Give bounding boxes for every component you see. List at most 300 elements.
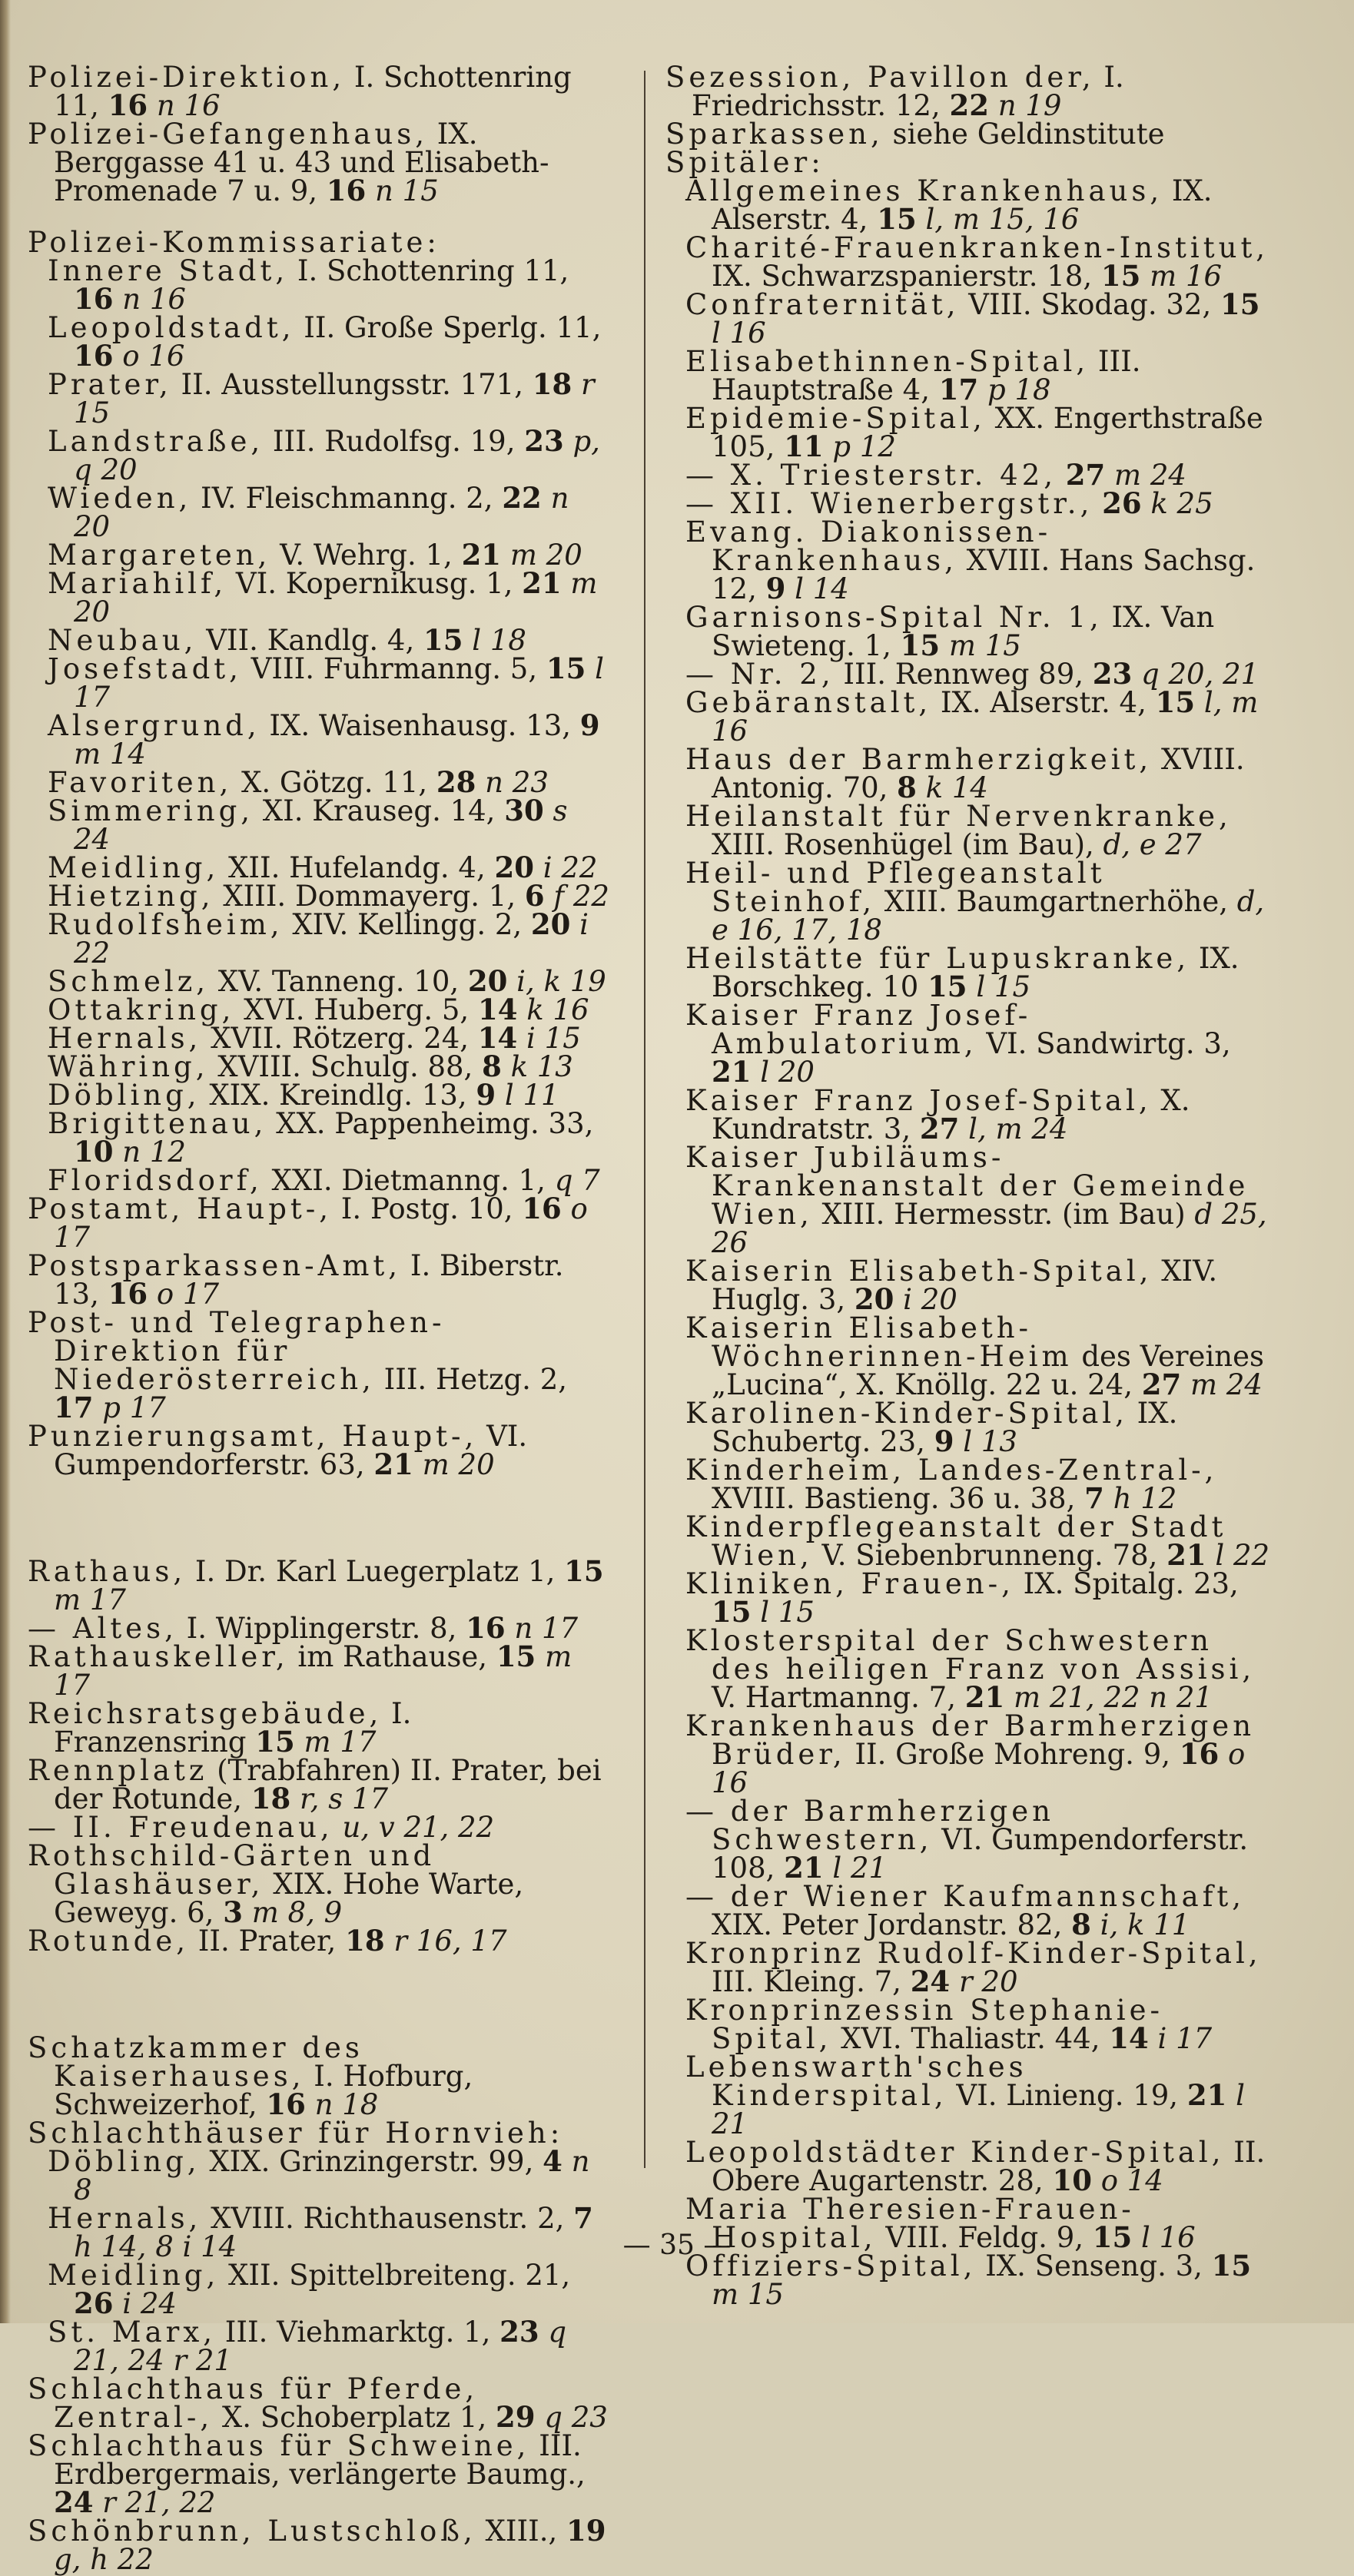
map-grid-reference: o 17 <box>54 1192 588 1254</box>
directory-entry <box>28 1924 612 1958</box>
entry-title: Kaiser Franz Josef-Ambulatorium, <box>685 999 1032 1060</box>
entry-address: IX. Schubertg. 23, <box>712 1397 1178 1458</box>
entry-title: Innere Stadt, <box>48 254 289 287</box>
map-sheet-number: 16 <box>326 174 367 207</box>
directory-entry <box>665 174 1273 236</box>
map-grid-reference: l, m 15, 16 <box>916 203 1080 236</box>
entry-title: Rothschild-Gärten und Glashäuser, <box>28 1839 436 1901</box>
directory-entry <box>665 745 1273 802</box>
map-sheet-number: 4 <box>543 2144 563 2178</box>
map-grid-reference: l 11 <box>496 1079 559 1112</box>
map-sheet-number: 15 <box>712 1595 752 1629</box>
map-sheet-number: 21 <box>712 1055 752 1089</box>
directory-entry <box>28 850 612 884</box>
directory-entry <box>28 1756 612 1813</box>
right-column <box>665 63 1273 2309</box>
map-sheet-number: 8 <box>897 771 917 804</box>
map-sheet-number: 16 <box>108 88 148 122</box>
entry-title: Heilstätte für Lupuskranke, <box>685 942 1190 975</box>
entry-title: Elisabethinnen-Spital, <box>685 345 1090 378</box>
map-sheet-number: 14 <box>477 993 518 1026</box>
entry-title: Hernals, <box>48 1022 202 1055</box>
directory-entry <box>665 657 1273 691</box>
directory-entry <box>28 708 612 771</box>
entry-address: III. Rudolfsg. 19, <box>264 425 525 458</box>
directory-entry <box>28 254 612 316</box>
directory-entry <box>28 879 612 913</box>
map-sheet-number: 15 <box>900 628 941 662</box>
map-grid-reference: n 17 <box>505 1612 579 1645</box>
map-grid-reference: m 20 <box>413 1448 495 1481</box>
map-grid-reference: n 23 <box>476 766 549 799</box>
map-sheet-number: 21 <box>373 1447 413 1481</box>
directory-entry <box>665 802 1273 859</box>
map-sheet-number: 23 <box>499 2315 539 2349</box>
directory-entry <box>28 63 612 120</box>
map-grid-reference: s 24 <box>74 794 568 856</box>
entry-title: Alsergrund, <box>48 709 261 742</box>
map-grid-reference: q 23 <box>535 2401 608 2434</box>
entry-title: Prater, <box>48 368 172 401</box>
directory-entry <box>28 2429 612 2519</box>
entry-address: IX. Berggasse 41 u. 43 und Elisabeth-Promenade 7 u. 9, <box>54 118 549 207</box>
directory-entry <box>665 685 1273 748</box>
entry-address: I. Friedrichsstr. 12, <box>692 61 1124 122</box>
map-grid-reference: r 21, 22 <box>93 2486 216 2519</box>
directory-entry <box>665 231 1273 293</box>
entry-address: IX. Van Swieteng. 1, <box>712 601 1215 662</box>
entry-title: Polizei-Direktion, <box>28 61 346 94</box>
entry-title: Kaiserin Elisabeth-Wöchnerinnen-Heim <box>685 1311 1073 1373</box>
entry-address: VI. Gumpendorferstr. 108, <box>712 1823 1249 1885</box>
map-sheet-number: 19 <box>566 2514 606 2548</box>
map-sheet-number: 16 <box>74 339 114 373</box>
map-sheet-number: 11 <box>784 429 824 463</box>
map-grid-reference: g, h 22 <box>54 2543 154 2576</box>
map-sheet-number: 23 <box>1092 657 1133 691</box>
entry-title: Schönbrunn, Lustschloß, <box>28 2515 476 2548</box>
directory-entry <box>665 347 1273 404</box>
map-grid-reference: q 7 <box>554 1164 600 1197</box>
entry-title: Punzierungsamt, Haupt-, <box>28 1420 478 1453</box>
directory-entry <box>28 228 612 257</box>
map-sheet-number: 15 <box>928 970 967 1003</box>
map-grid-reference: n 12 <box>113 1135 186 1169</box>
entry-title: Post- und Telegraphen-Direktion für Niederösterreich, <box>28 1306 446 1396</box>
map-sheet-number: 18 <box>345 1924 385 1958</box>
map-grid-reference: o 16 <box>113 340 185 373</box>
map-sheet-number: 16 <box>108 1277 148 1311</box>
entry-address: I. Hofburg, Schweizerhof, <box>54 2060 473 2121</box>
map-grid-reference: i, k 19 <box>507 965 606 998</box>
map-grid-reference: m 24 <box>1105 459 1186 492</box>
entry-address: IX. Schwarzspanierstr. 18, <box>712 260 1101 293</box>
entry-title: Rathaus, <box>28 1555 187 1588</box>
entry-title: — II. Freudenau, <box>28 1811 334 1844</box>
map-sheet-number: 15 <box>423 623 463 657</box>
directory-entry <box>665 603 1273 660</box>
map-sheet-number: 27 <box>1065 458 1106 492</box>
map-grid-reference: r, s 17 <box>290 1782 389 1815</box>
entry-title: Döbling, <box>48 2145 201 2178</box>
directory-entry <box>28 1697 612 1759</box>
map-grid-reference: l 18 <box>463 624 526 657</box>
entry-title: Sezession, Pavillon der, <box>665 61 1095 94</box>
directory-entry <box>28 651 612 714</box>
entry-address: III. Hetzg. 2, <box>374 1363 567 1396</box>
map-grid-reference: p 18 <box>978 373 1051 406</box>
entry-title: St. Marx, <box>48 2316 216 2349</box>
directory-entry <box>28 1049 612 1083</box>
map-sheet-number: 9 <box>934 1424 954 1458</box>
directory-entry <box>665 1510 1273 1572</box>
map-grid-reference: n 16 <box>113 283 186 316</box>
entry-address: II. Obere Augartenstr. 28, <box>712 2136 1266 2197</box>
entry-address: XIII. Rosenhügel (im Bau), <box>712 828 1103 861</box>
entry-address: XIII., <box>476 2515 567 2548</box>
map-sheet-number: 20 <box>494 850 534 884</box>
map-grid-reference: n 19 <box>988 89 1062 122</box>
directory-entry <box>28 1308 612 1422</box>
page-number: — 35 — <box>622 2230 732 2261</box>
map-grid-reference: i 17 <box>1148 2022 1213 2055</box>
directory-entry <box>28 2315 612 2377</box>
map-grid-reference: q 20, 21 <box>1132 658 1259 691</box>
map-grid-reference: m 20 <box>501 539 582 572</box>
directory-entry <box>665 1567 1273 1629</box>
map-sheet-number: 18 <box>251 1782 291 1815</box>
directory-entry <box>28 993 612 1026</box>
directory-entry <box>28 566 612 628</box>
directory-entry <box>665 118 1273 151</box>
map-grid-reference: o 16 <box>712 1738 1246 1799</box>
directory-entry <box>28 1192 612 1254</box>
entry-title: Schlachthaus für Schweine, <box>28 2429 530 2462</box>
left-column <box>28 63 612 2574</box>
directory-entry <box>665 63 1273 120</box>
entry-title: Margareten, <box>48 539 271 572</box>
entry-address: III. Viehmarktg. 1, <box>216 2316 500 2349</box>
map-grid-reference: m 15 <box>940 629 1021 662</box>
entry-title: Kaiser Jubiläums-Krankenanstalt der Gemeinde Wien, <box>685 1141 1249 1231</box>
section-gap <box>28 1955 612 2034</box>
entry-address: IX. Borschkeg. 10 <box>712 942 1240 1003</box>
entry-title: Favoriten, <box>48 766 233 799</box>
map-sheet-number: 6 <box>524 879 545 913</box>
entry-title: Heil- und Pflegeanstalt Steinhof, <box>685 857 1106 918</box>
entry-address: XV. Tanneng. 10, <box>208 965 468 998</box>
entry-title: Kaiser Franz Josef-Spital, <box>685 1084 1152 1117</box>
entry-title: Schlachthäuser für Hornvieh: <box>28 2117 564 2150</box>
map-sheet-number: 16 <box>74 282 114 316</box>
entry-title: Rathauskeller, <box>28 1640 289 1673</box>
map-grid-reference: p 12 <box>823 430 896 463</box>
directory-entry <box>28 907 612 970</box>
map-sheet-number: 21 <box>522 566 562 600</box>
directory-entry <box>28 1813 612 1842</box>
entry-address: IX. Alserstr. 4, <box>712 174 1213 236</box>
entry-title: Kinderpflegeanstalt der Stadt Wien, <box>685 1510 1227 1572</box>
map-grid-reference: o 17 <box>148 1278 219 1311</box>
entry-title: — X. Triesterstr. 42, <box>685 459 1057 492</box>
entry-address: IX. Senseng. 3, <box>976 2249 1212 2283</box>
directory-entry <box>28 765 612 799</box>
map-grid-reference: i 15 <box>517 1022 581 1055</box>
map-sheet-number: 26 <box>1102 486 1142 520</box>
directory-entry <box>28 311 612 373</box>
directory-entry <box>28 964 612 998</box>
directory-entry <box>28 1422 612 1479</box>
directory-entry <box>28 1249 612 1311</box>
entry-title: Mariahilf, <box>48 567 227 600</box>
entry-address: VII. Kandlg. 4, <box>197 624 423 657</box>
entry-address: IX. Spitalg. 23, <box>1014 1567 1239 1600</box>
entry-address: XVIII. Antonig. 70, <box>712 743 1245 804</box>
map-sheet-number: 15 <box>1211 2249 1252 2283</box>
map-sheet-number: 17 <box>54 1391 94 1424</box>
map-sheet-number: 24 <box>910 1964 951 1998</box>
entry-address: I. Schottenring 11, <box>288 254 569 287</box>
directory-entry <box>665 1399 1273 1456</box>
map-grid-reference: l, m 24 <box>959 1112 1068 1145</box>
directory-entry <box>665 857 1273 947</box>
entry-address: XIX. Grinzingerstr. 99, <box>200 2145 543 2178</box>
entry-address: XIX. Kreindlg. 13, <box>200 1079 476 1112</box>
map-grid-reference: i 24 <box>113 2287 177 2320</box>
map-grid-reference: k 16 <box>517 993 589 1026</box>
map-sheet-number: 21 <box>461 538 502 572</box>
map-grid-reference: m 17 <box>294 1726 377 1759</box>
entry-address: XVIII. Bastieng. 36 u. 38, <box>712 1482 1085 1515</box>
map-sheet-number: 15 <box>1155 685 1196 719</box>
map-grid-reference: r 15 <box>74 368 595 429</box>
map-sheet-number: 17 <box>938 373 979 406</box>
map-grid-reference: m 17 <box>54 1583 126 1616</box>
map-grid-reference: p 17 <box>93 1391 166 1424</box>
entry-title: Wieden, <box>48 482 192 515</box>
map-grid-reference: m 24 <box>1181 1368 1263 1401</box>
map-grid-reference: u, v 21, 22 <box>342 1811 495 1844</box>
map-grid-reference: n 15 <box>366 174 439 207</box>
map-grid-reference: d 25, 26 <box>712 1198 1267 1259</box>
entry-title: Meidling, <box>48 2259 220 2292</box>
entry-address: V. Wehrg. 1, <box>270 539 462 572</box>
map-sheet-number: 24 <box>54 2485 94 2519</box>
entry-address: XVIII. Schulg. 88, <box>208 1050 483 1083</box>
directory-entry <box>665 287 1273 350</box>
entry-title: Meidling, <box>48 851 220 884</box>
entry-address: IX. Waisenhausg. 13, <box>260 709 580 742</box>
entry-address: XIV. Huglg. 3, <box>712 1255 1218 1316</box>
entry-address: X. Schoberplatz 1, <box>213 2401 496 2434</box>
entry-address: XIII. Baumgartnerhöhe, <box>875 885 1237 918</box>
entry-address: VI. Kopernikusg. 1, <box>227 567 523 600</box>
directory-entry <box>28 1166 612 1195</box>
map-grid-reference: l 15 <box>751 1596 815 1629</box>
map-grid-reference: l 20 <box>751 1056 815 1089</box>
directory-entry <box>28 1639 612 1702</box>
entry-address: (Trabfahren) II. Prater, bei der Rotunde, <box>54 1754 602 1815</box>
map-sheet-number: 14 <box>477 1021 518 1055</box>
entry-address: des Vereines „Lucina“, X. Knöllg. 22 u. 24, <box>712 1340 1265 1401</box>
map-sheet-number: 21 <box>1166 1538 1206 1572</box>
entry-address: X. Götzg. 11, <box>232 766 436 799</box>
directory-entry <box>665 486 1273 520</box>
entry-address: im Rathause, <box>288 1640 496 1673</box>
entry-title: Kaiserin Elisabeth-Spital, <box>685 1255 1153 1288</box>
directory-entry <box>28 1554 612 1616</box>
map-grid-reference: l 21 <box>823 1852 888 1885</box>
map-grid-reference: p, q 20 <box>74 425 600 486</box>
map-sheet-number: 22 <box>502 481 542 515</box>
entry-address: XVIII. Richthausenstr. 2, <box>201 2202 574 2235</box>
entry-title: Währing, <box>48 1050 209 1083</box>
map-sheet-number: 7 <box>573 2201 593 2235</box>
map-sheet-number: 15 <box>564 1554 604 1588</box>
directory-entry <box>28 1021 612 1055</box>
entry-address: I. Schottenring 11, <box>54 61 572 122</box>
directory-entry <box>28 794 612 856</box>
entry-address: II. Große Mohreng. 9, <box>845 1738 1180 1771</box>
entry-address: II. Ausstellungsstr. 171, <box>171 368 533 401</box>
entry-title: Gebäranstalt, <box>685 686 932 719</box>
directory-entry <box>665 2138 1273 2195</box>
entry-title: Simmering, <box>48 794 254 827</box>
map-sheet-number: 10 <box>1052 2163 1092 2197</box>
map-sheet-number: 8 <box>482 1049 502 1083</box>
directory-entry <box>665 148 1273 177</box>
map-grid-reference: l 22 <box>1206 1539 1270 1572</box>
map-grid-reference: k 13 <box>501 1050 573 1083</box>
map-grid-reference: m 16 <box>1140 260 1223 293</box>
map-sheet-number: 15 <box>255 1725 295 1759</box>
directory-entry <box>665 944 1273 1001</box>
entry-address: III. Hauptstraße 4, <box>712 345 1141 406</box>
map-sheet-number: 28 <box>436 765 476 799</box>
entry-title: Evang. Diakonissen-Krankenhaus, <box>685 516 1052 577</box>
entry-title: Schmelz, <box>48 965 209 998</box>
entry-title: Hietzing, <box>48 880 214 913</box>
entry-title: — der Wiener Kaufmannschaft, <box>685 1880 1246 1913</box>
map-grid-reference: d, e 27 <box>1103 828 1202 861</box>
entry-title: Rotunde, <box>28 1925 190 1958</box>
entry-title: Epidemie-Spital, <box>685 402 986 435</box>
entry-title: Kliniken, Frauen-, <box>685 1567 1014 1600</box>
map-grid-reference: f 22 <box>544 880 609 913</box>
directory-entry <box>665 1882 1273 1939</box>
entry-title: Confraternität, <box>685 288 960 321</box>
entry-address: XVI. Huberg. 5, <box>234 993 478 1026</box>
directory-entry <box>665 1143 1273 1257</box>
entry-address: IX. Alserstr. 4, <box>931 686 1156 719</box>
map-sheet-number: 23 <box>524 424 564 458</box>
section-gap <box>28 1479 612 1557</box>
map-grid-reference: l 13 <box>954 1425 1017 1458</box>
entry-address: XXI. Dietmanng. 1, <box>262 1164 555 1197</box>
entry-title: Brigittenau, <box>48 1107 267 1140</box>
map-sheet-number: 21 <box>964 1680 1005 1714</box>
map-sheet-number: 21 <box>784 1851 824 1885</box>
entry-title: — der Barmherzigen Schwestern, <box>685 1795 1054 1856</box>
entry-title: — Nr. 2, <box>685 658 835 691</box>
map-sheet-number: 15 <box>877 202 917 236</box>
entry-address: XIII. Dommayerg. 1, <box>214 880 525 913</box>
column-divider <box>644 71 645 2168</box>
entry-address: VIII. Feldg. 9, <box>876 2221 1093 2254</box>
map-sheet-number: 27 <box>919 1112 960 1145</box>
entry-title: Rudolfsheim, <box>48 908 284 941</box>
directory-entry <box>665 1257 1273 1314</box>
directory-entry <box>28 538 612 572</box>
entry-title: Neubau, <box>48 624 197 657</box>
directory-entry <box>28 2372 612 2434</box>
map-grid-reference: n 20 <box>74 482 569 543</box>
entry-title: Klosterspital der Schwestern des heiligen Franz von Assisi, <box>685 1624 1256 1686</box>
map-sheet-number: 18 <box>532 367 572 401</box>
entry-title: Garnisons-Spital Nr. 1, <box>685 601 1103 634</box>
map-sheet-number: 20 <box>467 964 508 998</box>
map-grid-reference: n 18 <box>305 2088 379 2121</box>
map-grid-reference: i 22 <box>74 908 589 970</box>
map-sheet-number: 7 <box>1084 1481 1104 1515</box>
directory-entry <box>28 623 612 657</box>
directory-entry <box>28 2144 612 2206</box>
entry-address: V. Siebenbrunneng. 78, <box>812 1539 1167 1572</box>
directory-entry <box>665 1086 1273 1143</box>
entry-address: XIX. Peter Jordanstr. 82, <box>712 1908 1072 1941</box>
map-sheet-number: 9 <box>476 1078 496 1112</box>
entry-address: VIII. Fuhrmanng. 5, <box>241 652 546 685</box>
directory-entry <box>28 1611 612 1645</box>
map-grid-reference: i 22 <box>533 851 598 884</box>
entry-title: Kinderheim, Landes-Zentral-, <box>685 1454 1218 1487</box>
entry-title: Lebenswarth'sches Kinderspital, <box>685 2051 1027 2112</box>
entry-title: Ottakring, <box>48 993 235 1026</box>
entry-address: II. Prater, <box>189 1925 346 1958</box>
map-grid-reference: r 16, 17 <box>384 1925 507 1958</box>
map-grid-reference: m 21, 22 n 21 <box>1004 1681 1213 1714</box>
entry-address: III. Kleing. 7, <box>712 1965 911 1998</box>
directory-entry <box>28 2117 612 2150</box>
entry-title: Maria Theresien-Frauen-Hospital, <box>685 2193 1135 2254</box>
map-sheet-number: 3 <box>223 1895 243 1929</box>
directory-entry <box>665 1996 1273 2053</box>
directory-entry <box>28 424 612 486</box>
map-sheet-number: 9 <box>579 708 600 742</box>
entry-address: I. Dr. Karl Luegerplatz 1, <box>186 1555 565 1588</box>
entry-title: Rennplatz <box>28 1754 208 1787</box>
map-sheet-number: 16 <box>1179 1737 1220 1771</box>
entry-address: VI. Gumpendorferstr. 63, <box>54 1420 528 1481</box>
map-grid-reference: m 15 <box>712 2278 784 2311</box>
entry-title: Charité-Frauenkranken-Institut, <box>685 231 1269 264</box>
directory-entry <box>665 1709 1273 1799</box>
entry-title: Schlachthaus für Pferde, Zentral-, <box>28 2372 479 2434</box>
entry-address: XIX. Hohe Warte, Geweyg. 6, <box>54 1868 524 1929</box>
entry-address: I. Postg. 10, <box>332 1192 523 1225</box>
directory-entry <box>665 1456 1273 1513</box>
section-gap <box>28 205 612 228</box>
entry-title: Postamt, Haupt-, <box>28 1192 333 1225</box>
directory-entry <box>28 1078 612 1112</box>
map-sheet-number: 26 <box>74 2286 114 2320</box>
directory-entry <box>28 2514 612 2576</box>
map-grid-reference: m 14 <box>74 738 146 771</box>
directory-entry <box>665 1311 1273 1401</box>
entry-address: XX. Engerthstraße 105, <box>712 402 1263 463</box>
entry-title: Josefstadt, <box>48 652 242 685</box>
map-grid-reference: m 17 <box>54 1640 572 1702</box>
